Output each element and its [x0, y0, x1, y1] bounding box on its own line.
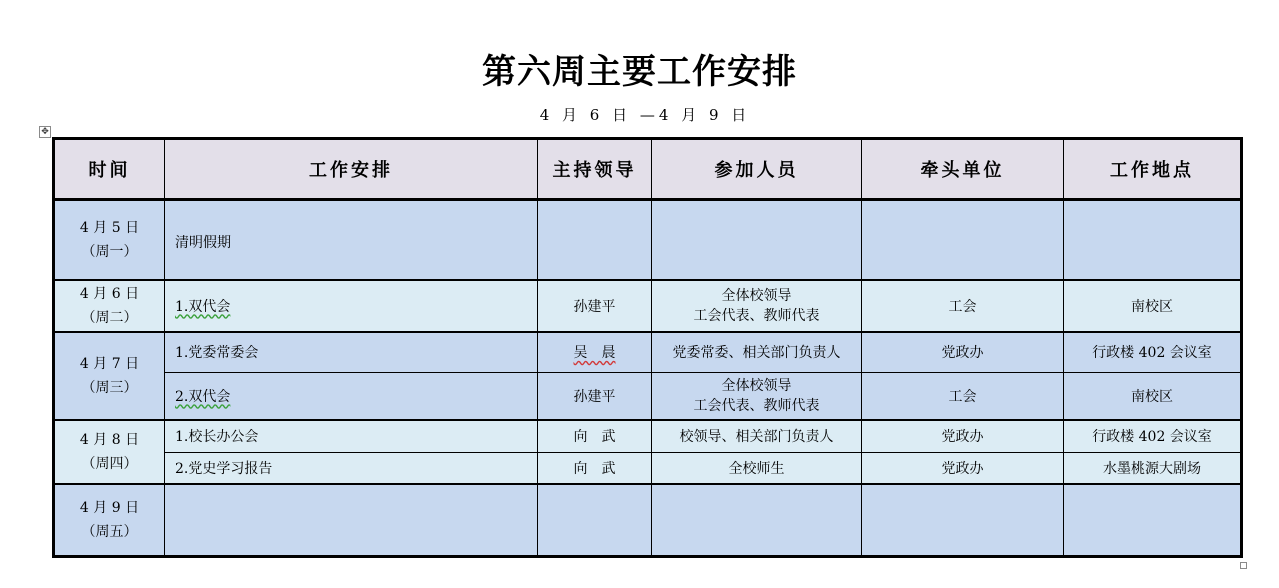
header-row: [54, 139, 1242, 200]
participant-line: 全体校领导: [721, 287, 792, 304]
location-text: 行政楼 402 会议室: [1092, 345, 1212, 362]
date-cell: [54, 484, 165, 557]
host-cell[interactable]: [538, 200, 652, 280]
table-resize-handle-icon[interactable]: [1240, 562, 1247, 569]
host-text: 吴 晨: [573, 345, 616, 362]
location-text: 水墨桃源大剧场: [1103, 460, 1201, 477]
weekday-text: （周四）: [81, 455, 138, 472]
table-row: [54, 484, 1242, 557]
table-move-handle-icon[interactable]: ✥: [39, 126, 51, 138]
date-range: 4 月 6 日 —4 月 9 日: [539, 106, 751, 124]
work-cell[interactable]: [165, 280, 538, 332]
location-text: 南校区: [1131, 298, 1173, 315]
work-text: 1.校长办公会: [175, 429, 259, 446]
lead-unit-text: 党政办: [941, 460, 984, 477]
schedule-table: [52, 137, 1243, 558]
host-cell[interactable]: [538, 420, 652, 453]
header-participants: 参加人员: [652, 139, 862, 200]
date-text: 4 月 8 日: [79, 431, 140, 448]
date-cell: [54, 200, 165, 280]
location-cell[interactable]: [1064, 453, 1242, 484]
work-cell[interactable]: [165, 373, 538, 420]
weekday-text: （周五）: [81, 523, 138, 540]
weekday-text: （周二）: [81, 309, 138, 326]
header-host: 主持领导: [538, 139, 652, 200]
date-cell: [54, 332, 165, 420]
host-text: 向 武: [573, 460, 616, 477]
location-cell[interactable]: [1064, 420, 1242, 453]
lead-unit-cell[interactable]: [862, 332, 1064, 373]
date-text: 4 月 6 日: [79, 285, 140, 302]
lead-unit-text: 党政办: [941, 345, 984, 362]
lead-unit-text: 工会: [948, 298, 977, 315]
work-text: 2.党史学习报告: [175, 460, 273, 477]
lead-unit-text: 党政办: [941, 429, 984, 446]
participants-cell[interactable]: [652, 453, 862, 484]
participant-line: 校领导、相关部门负责人: [679, 429, 834, 446]
host-cell[interactable]: [538, 332, 652, 373]
host-text: 向 武: [573, 429, 616, 446]
table-row: [54, 373, 1242, 420]
table-row: [54, 332, 1242, 373]
host-text: 孙建平: [573, 298, 616, 315]
work-cell[interactable]: [165, 332, 538, 373]
host-cell[interactable]: [538, 373, 652, 420]
weekday-text: （周一）: [81, 243, 138, 260]
location-cell[interactable]: [1064, 373, 1242, 420]
participant-line: 全体校领导: [721, 377, 792, 394]
participants-cell[interactable]: [652, 484, 862, 557]
location-cell[interactable]: [1064, 280, 1242, 332]
location-cell[interactable]: [1064, 200, 1242, 280]
document-title: 第六周主要工作安排: [482, 52, 797, 92]
work-text: 2.双代会: [175, 388, 231, 405]
header-time: 时间: [54, 139, 165, 200]
host-text: 孙建平: [573, 388, 616, 405]
lead-unit-cell[interactable]: [862, 280, 1064, 332]
table-row: [54, 280, 1242, 332]
table-row: [54, 200, 1242, 280]
work-cell[interactable]: [165, 453, 538, 484]
lead-unit-cell[interactable]: [862, 420, 1064, 453]
work-cell[interactable]: [165, 420, 538, 453]
work-cell[interactable]: [165, 484, 538, 557]
header-work: 工作安排: [165, 139, 538, 200]
location-text: 行政楼 402 会议室: [1092, 429, 1212, 446]
location-cell[interactable]: [1064, 484, 1242, 557]
participants-cell[interactable]: [652, 420, 862, 453]
location-cell[interactable]: [1064, 332, 1242, 373]
lead-unit-cell[interactable]: [862, 200, 1064, 280]
date-text: 4 月 5 日: [79, 219, 140, 236]
header-lead-unit: 牵头单位: [862, 139, 1064, 200]
participant-line: 全校师生: [728, 460, 785, 477]
participant-line: 工会代表、教师代表: [693, 307, 820, 324]
table-row: [54, 420, 1242, 453]
lead-unit-cell[interactable]: [862, 484, 1064, 557]
work-text: 1.双代会: [175, 298, 231, 315]
header-location: 工作地点: [1064, 139, 1242, 200]
participant-line: 工会代表、教师代表: [693, 397, 820, 414]
work-cell[interactable]: [165, 200, 538, 280]
participants-cell[interactable]: [652, 373, 862, 420]
host-cell[interactable]: [538, 280, 652, 332]
participants-cell[interactable]: [652, 280, 862, 332]
work-text: 1.党委常委会: [175, 345, 259, 362]
location-text: 南校区: [1131, 388, 1173, 405]
work-text: 清明假期: [175, 235, 231, 251]
date-cell: [54, 280, 165, 332]
lead-unit-cell[interactable]: [862, 453, 1064, 484]
participant-line: 党委常委、相关部门负责人: [672, 345, 841, 362]
table-row: [54, 453, 1242, 484]
host-cell[interactable]: [538, 484, 652, 557]
participants-cell[interactable]: [652, 200, 862, 280]
lead-unit-text: 工会: [948, 388, 977, 405]
weekday-text: （周三）: [81, 379, 138, 396]
lead-unit-cell[interactable]: [862, 373, 1064, 420]
date-cell: [54, 420, 165, 484]
date-text: 4 月 9 日: [79, 499, 140, 516]
participants-cell[interactable]: [652, 332, 862, 373]
date-text: 4 月 7 日: [79, 355, 140, 372]
host-cell[interactable]: [538, 453, 652, 484]
